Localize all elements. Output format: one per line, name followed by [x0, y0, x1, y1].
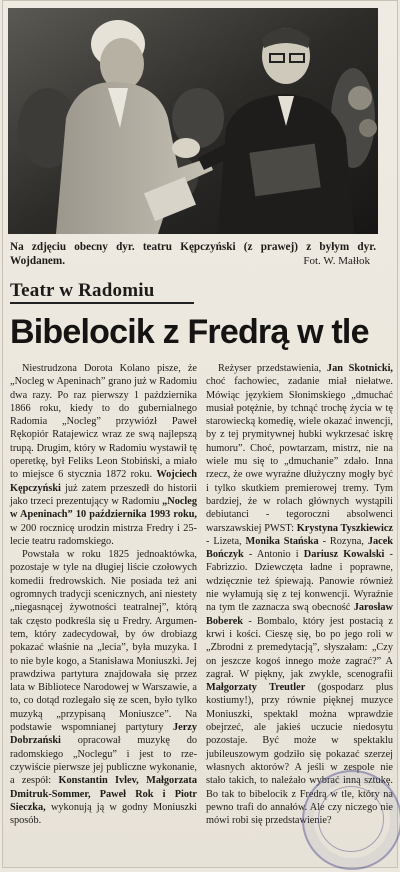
- photo-credit: Fot. W. Małłok: [303, 255, 370, 267]
- newspaper-clipping: [2, 0, 398, 868]
- stamp-inner-ring: [318, 786, 384, 852]
- article-column-left: [10, 362, 197, 827]
- article-headline: Bibelocik z Fredrą w tle: [10, 313, 369, 351]
- article-column-right: [206, 362, 393, 827]
- section-kicker: Teatr w Radomiu: [10, 280, 155, 301]
- paragraph: Reżyser przedstawienia, Jan Skotnicki, choć fachowiec, zadanie miał niełatwe. Mówiąc językiem Słonimskiego „dmuchać musiał potężnie, by tchnąć trochę życia w tę starowiecką komedię, wiele okazać inwencji, by z tej prymitywnej hubki wykrzesać iskrę humoru”. Choć, powtarzam, mistrz, nie na wiele mu się to „dmuchanie” zdało. Inna rzecz, że owe wyraźne dłużyczny mogły być i tylko skutkiem premierowej tremy. Tym bardziej, że w rolach głównych wystąpili debiutanci - tegoroczni absolwenci warszawskiej PWST: Krystyna Tyszkiewicz - Lizeta, Monika Stańska - Rozyna, Jacek Bończyk - Antonio i Dariusz Kowalski - Fabrizzio. Dziewczęta ładne i poprawne, wdzięcznie też śpiewają. Panowie również nie wyłamują się z tej konwencji. Wyraźnie na tym tle zaznacza swą obecność Jarosław Boberek - Bombalo, który jest postacią z krwi i kości. Cieszę się, bo po jego roli w „Zbrodni z premedytacją”, słyszałam: „Czy on jeszcze kogoś innego może zagrać?” A zagrał. W piękny, jak zwykle, scenografii Małgorzaty Treutler (gospodarz plus kostiumy!), przy równie pięknej muzyce Moniuszki, spektakl można wprawdzie obejrzeć, ale jakieś uczucie niedosytu pozostaje. Być może w spektaklu jubileuszowym godziło się pokazać szerzej własnych aktorów? A jeśli w zespole nie stało takich, to należało wybrać inną sztukę. Bo tak to bibelocik z Fredrą w tle, który na pewno trafi do annałów. Ale czy niczego nie mówi robi się przedstawienie?: [206, 363, 394, 827]
- paragraph: Niestrudzona Dorota Kolano pisze, że „Nocleg w Apeninach” grano już w Radomiu dwa razy. Po raz pierwszy 1 października 1866 roku, kiedy to do gubernialnego Radomia „Nocleg” przywiózł Paweł Rękopiór Ratajewicz wraz ze swą najlepszą trupą. Drugim, który w Radomiu wystawił tę operetkę, był Feliks Leon Stobiński, a miało to miejsce 6 stycznia 1872 roku. Wojciech Kępczyński już zatem przeszedł do historii jako trzeci prezentujący w Radomiu „Nocleg w Apeninach” 10 października 1993 roku, w 200 rocznicę urodzin mistrza Fredry i 25-lecie teatru radomskiego.: [10, 363, 198, 547]
- photo-illustration: [8, 8, 378, 234]
- museum-stamp: [302, 770, 400, 870]
- photo-caption: Na zdjęciu obecny dyr. teatru Kępczyński (z prawej) z byłym dyr. Wojdanem.: [10, 241, 376, 267]
- press-photo: [8, 8, 378, 234]
- kicker-underline: [10, 302, 194, 304]
- paragraph: Powstała w roku 1825 jednoaktówka, pozostaje w tyle na długiej liście czołowych komedii fredrowskich. Nie posiada też ani ogromnych tradycji scenicznych, ani niestety „niegasnącej żywotności teatralnej”, którą tak często podkreśla się u Fredry. Argumentem, który zadecydował, by ów drobiazg pokazać właśnie na „lecia”, była muzyka. I to nie byle kogo, a Stanisława Moniuszki. Jej prawdziwa partytura znajdowała się przez lata w Bibliotece Narodowej w Warszawie, a to, co dotąd rozlegało się ze scen, było tylko muzyką „przypisaną Moniuszce”. Na podstawie wspomnianej partytury Jerzy Dobrzański opracował muzykę do radomskiego „Noclegu” i jest to rzeczywiście pierwsze jej publiczne wykonanie, a zespół: Konstantin Ivlev, Małgorzata Dmitruk-Sommer, Paweł Rok i Piotr Sieczka, wykonują ją w godny Moniuszki sposób.: [10, 549, 198, 827]
